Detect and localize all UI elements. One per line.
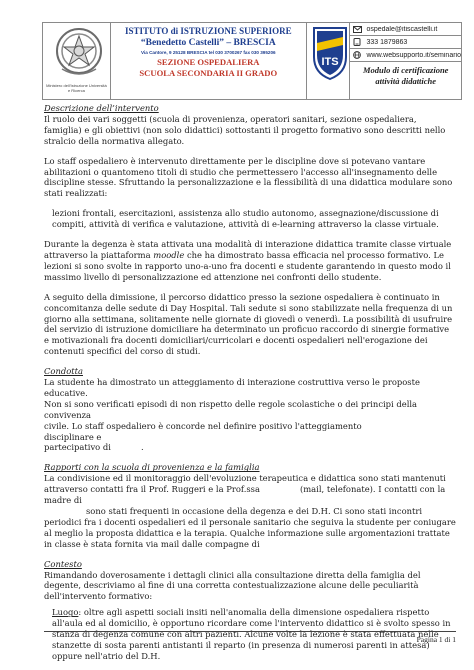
school-shield-logo-icon [311, 25, 349, 81]
section-heading-relations: Rapporti con la scuola di provenienza e la famiglia [44, 462, 260, 473]
italian-republic-emblem-icon [54, 25, 104, 81]
section-heading-conduct: Condotta [44, 366, 83, 377]
contact-email[interactable]: ospedale@itiscastelli.it [366, 25, 438, 33]
phone-row [350, 36, 461, 49]
institute-info [111, 23, 307, 99]
moodle-term: moodle [153, 249, 185, 260]
ministry-emblem-cell [43, 23, 111, 99]
school-logo-cell [307, 23, 351, 99]
envelope-icon [350, 26, 364, 33]
paragraph-virtual-class: Durante la degenza è stata attivata una modalità di interazione didattica tramite classe virtuale attraverso la piattaforma moodle che ha dimostrato bassa efficacia nel processo formativo. Le lezioni si sono svolte in rapporto uno-a-uno fra docenti e studente garantendo in questo modo il massimo livello di personalizzazione ed attenzione nei confronti dello studente. [44, 239, 452, 282]
paragraph-place: Luogo: oltre agli aspetti sociali insiti nell'anomalia della dimensione ospedaliera rispetto all'aula ed al domicilio, è opportuno ricordare come l'intervento didattico si è svolto spesso in stanza di degenza comune con altri pazienti. Alcune volte la lezione è stata effettuata nelle stanzette di sosta parenti antistanti il reparto (in presenza di numerosi parenti in attesa) oppure nell'atrio del D.H. [52, 607, 451, 661]
form-title-line2: attività didattiche [375, 76, 437, 86]
logo-letters: ITS [321, 56, 339, 68]
institute-address: Via Cantore, 9 25128 BRESCIA tel 030 3700267 fax 030 395206 [140, 50, 276, 55]
paragraph-relations: La condivisione ed il monitoraggio dell'evoluzione terapeutica e didattica sono stati mantenuti attraverso contatti fra il Prof. Ruggeri e la Prof.ssa (mail, telefonate). I contatti con la madre di sono stati frequenti in occasione della degenza e dei D.H. Ci sono stati incontri periodici fra i docenti ospedalieri ed il personale sanitario che seguiva la studente per coniugare al meglio la proposta didattica e la terapia. Qualche informazione sulle argomentazioni trattate in classe è stata fornita via mail dalle compagne di [44, 473, 456, 549]
place-label: Luogo [52, 607, 79, 618]
letterhead [42, 22, 462, 100]
document-body [44, 103, 456, 662]
section-heading-context: Contesto [44, 558, 82, 569]
paragraph-roles: Il ruolo dei vari soggetti (scuola di provenienza, operatori sanitari, sezione ospedaliera, famiglia) e gli obiettivi (non solo didattici) sottostanti il progetto formativo sono descritti nello stralcio della normativa allegato. [44, 113, 446, 146]
ministry-caption: Ministero dell'Istruzione Università e Ricerca [46, 83, 107, 93]
institute-school: “Benedetto Castelli” – BRESCIA [140, 38, 276, 48]
globe-icon [350, 51, 364, 59]
school-level: SCUOLA SECONDARIA II GRADO [139, 68, 278, 78]
paragraph-conduct: La studente ha dimostrato un atteggiamento di interazione costruttiva verso le proposte educative. Non si sono verificati episodi di non rispetto delle regole scolastiche o dei principi della convivenza civile. Lo staff ospedaliero è concorde nel definire positivo l'atteggiamentodisciplinare e partecipativo di . [44, 377, 420, 453]
form-title-line1: Modulo di certificazione [362, 65, 449, 75]
section-heading-description: Descrizione dell’intervento [44, 103, 159, 113]
paragraph-staff: Lo staff ospedaliero è intervenuto direttamente per le discipline dove si potevano vantare abilitazioni o quantomeno titoli di studio che permettessero l'accesso all'insegnamento delle discipline stesse. Sfruttando la personalizzazione e la flessibilità di una didattica modulare sono stati realizzati: [44, 155, 453, 199]
institute-name: ISTITUTO di ISTRUZIONE SUPERIORE [124, 26, 292, 36]
paragraph-context: Rimandando doverosamente i dettagli clinici alla consultazione diretta della famiglia del degente, descriviamo al fine di una corretta contestualizzazione alcune delle peculiarità dell'intervento formativo: [44, 569, 421, 602]
phone-icon [350, 38, 364, 46]
contact-website[interactable]: www.websupporto.it/seminario [366, 51, 461, 59]
paragraph-activities: lezioni frontali, esercitazioni, assistenza allo studio autonomo, assegnazione/discussione di compiti, attività di verifica e valutazione, attività di e-learning attraverso la classe virtuale. [52, 208, 439, 230]
page-number: Pagina 1 di 1 [416, 635, 456, 644]
paragraph-day-hospital: A seguito della dimissione, il percorso didattico presso la sezione ospedaliera è continuato in concomitanza delle sedute di Day Hospital. Tali sedute si sono stabilizzate nella frequenza di un giorno alla settimana, solitamente nelle giornate di giovedì o venerdì. La possibilità di usufruire del servizio di istruzione domiciliare ha determinato un proficuo raccordo di sinergie formative e motivazionali fra docenti domiciliari/curricolari e docenti ospedalieri nell'erogazione dei contenuti specifici del corso di studi. [44, 291, 453, 357]
form-title [350, 62, 461, 99]
footer-divider [44, 631, 456, 632]
email-row [350, 23, 461, 36]
section-name: SEZIONE OSPEDALIERA [157, 57, 260, 67]
contact-block [350, 23, 461, 99]
website-row [350, 49, 461, 62]
contact-phone: 333 1879863 [366, 38, 408, 46]
